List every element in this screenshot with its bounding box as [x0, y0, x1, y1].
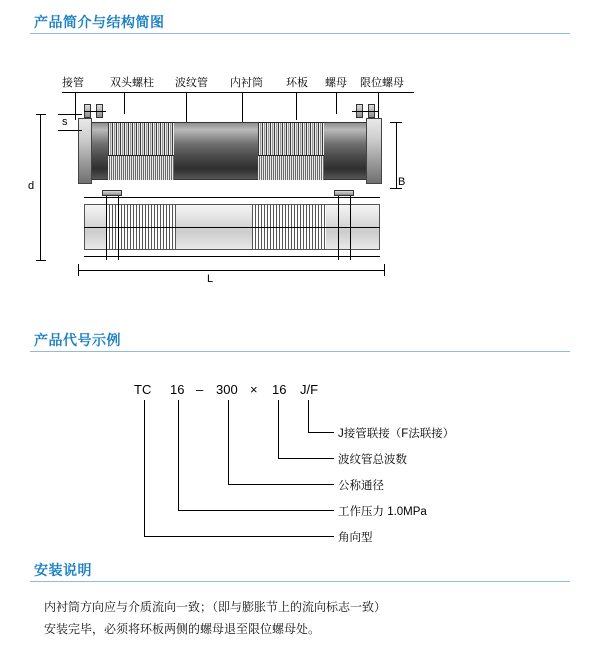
rod-bottom-left-1	[106, 194, 107, 260]
flange-left	[78, 118, 92, 184]
dimension-B-tick-top	[390, 122, 402, 123]
code-leader-type-h	[144, 536, 334, 537]
nut-bottom-left	[102, 190, 122, 196]
nut-bottom-right	[334, 190, 354, 196]
code-token-times: ×	[250, 382, 258, 397]
dimension-d-line	[40, 114, 41, 260]
code-token-connection: J/F	[300, 382, 319, 397]
dimension-B-tick-bot	[390, 188, 402, 189]
bottom-top-edge	[84, 197, 380, 198]
dimension-label-L: L	[207, 273, 214, 285]
code-token-waves: 16	[272, 382, 287, 397]
dimension-d-tick-top	[36, 114, 46, 115]
code-leader-connection-v	[308, 400, 309, 432]
callout-label-nut: 螺母	[325, 77, 347, 89]
structure-drawing	[0, 48, 600, 308]
code-leader-pressure-h	[178, 510, 334, 511]
section-title-structure: 产品简介与结构简图	[34, 14, 165, 30]
callout-label-double-stud: 双头螺柱	[110, 77, 154, 89]
product-code-diagram	[0, 368, 600, 544]
code-leader-pressure-v	[178, 400, 179, 510]
bellows-section-left	[108, 122, 174, 156]
code-token-dash: –	[196, 382, 204, 397]
rod-bottom-right-2	[350, 194, 351, 260]
leader-ring-plate	[296, 92, 297, 120]
code-token-series: TC	[134, 382, 152, 397]
dimension-s-tick-bot	[58, 130, 82, 131]
dimension-label-s: s	[62, 116, 68, 128]
code-desc-type: 角向型	[338, 532, 373, 544]
install-note-2: 安装完毕，必须将环板两侧的螺母退至限位螺母处。	[44, 622, 321, 636]
leader-nut	[336, 92, 337, 114]
bellows-section-right	[258, 122, 324, 156]
section-title-install: 安装说明	[34, 562, 92, 578]
code-desc-waves: 波纹管总波数	[338, 454, 407, 466]
dimension-B-line	[396, 122, 397, 188]
bellows-shade-left	[108, 156, 174, 180]
tie-rod-line-right	[352, 111, 378, 112]
flange-right	[366, 118, 382, 184]
code-token-diameter: 300	[216, 382, 238, 397]
callout-guide-line	[62, 92, 414, 93]
dimension-d-tick-bot	[36, 260, 46, 261]
callout-label-bellows: 波纹管	[175, 77, 208, 89]
rod-bottom-right-1	[338, 194, 339, 260]
code-desc-pressure: 工作压力 1.0MPa	[338, 506, 427, 518]
code-leader-diameter-v	[228, 400, 229, 484]
dimension-label-d: d	[28, 180, 35, 192]
dimension-L-line	[78, 270, 384, 271]
callout-label-ring-plate: 环板	[286, 77, 308, 89]
code-leader-diameter-h	[228, 484, 334, 485]
dimension-label-B: B	[398, 176, 406, 188]
divider-code	[30, 351, 570, 352]
tie-rod-line-left	[84, 111, 106, 112]
code-token-pressure: 16	[170, 382, 185, 397]
dimension-s-tick-top	[58, 114, 82, 115]
leader-bellows	[186, 92, 187, 122]
callout-label-liner: 内衬筒	[230, 77, 263, 89]
leader-inlet-pipe	[75, 92, 76, 120]
callout-label-limit-nut: 限位螺母	[360, 77, 404, 89]
divider-install	[30, 581, 570, 582]
dimension-L-tick-left	[78, 264, 79, 276]
install-note-1: 内衬筒方向应与介质流向一致；（即与膨胀节上的流向标志一致）	[44, 600, 387, 614]
code-leader-waves-h	[278, 458, 334, 459]
code-leader-type-v	[144, 400, 145, 536]
code-leader-waves-v	[278, 400, 279, 458]
bellows-shade-right	[258, 156, 324, 180]
bottom-bottom-edge	[84, 256, 380, 257]
divider-structure	[30, 33, 570, 34]
code-desc-connection: J接管联接（F法联接）	[338, 428, 455, 440]
rod-bottom-left-2	[118, 194, 119, 260]
code-desc-diameter: 公称通径	[338, 480, 384, 492]
callout-label-inlet-pipe: 接管	[62, 77, 84, 89]
leader-limit-nut	[378, 92, 379, 118]
section-title-code: 产品代号示例	[34, 332, 121, 348]
code-leader-connection-h	[308, 432, 334, 433]
leader-double-stud	[124, 92, 125, 114]
center-axis-line	[84, 227, 380, 228]
dimension-L-tick-right	[384, 264, 385, 276]
